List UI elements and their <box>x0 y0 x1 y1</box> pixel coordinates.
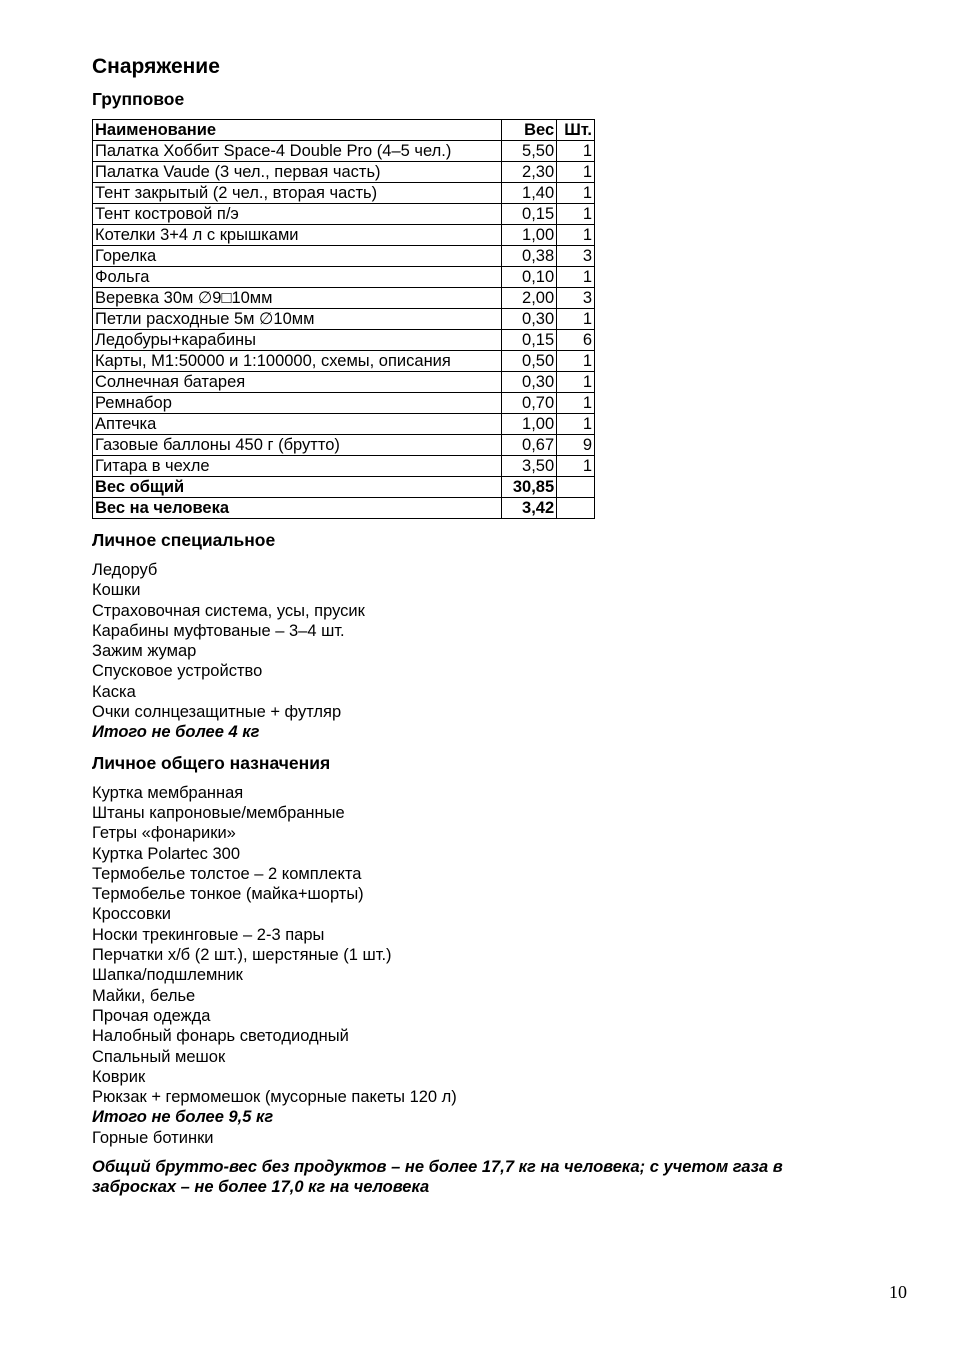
cell-weight: 0,15 <box>502 330 557 351</box>
cell-weight: 0,10 <box>502 267 557 288</box>
cell-name: Тент костровой п/э <box>93 204 502 225</box>
list-item: Горные ботинки <box>92 1128 214 1147</box>
general-list <box>92 783 892 1148</box>
list-item: Термобелье тонкое (майка+шорты) <box>92 885 364 904</box>
special-list <box>92 560 892 743</box>
table-row <box>93 393 595 414</box>
table-row <box>93 309 595 330</box>
cell-name: Палатка Vaude (3 чел., первая часть) <box>93 162 502 183</box>
cell-weight: 1,00 <box>502 414 557 435</box>
list-item: Рюкзак + гермомешок (мусорные пакеты 120 л) <box>92 1088 457 1107</box>
cell-name: Карты, М1:50000 и 1:100000, схемы, описания <box>93 351 502 372</box>
cell-qty: 1 <box>557 204 595 225</box>
cell-qty <box>557 498 595 519</box>
cell-qty: 9 <box>557 435 595 456</box>
table-row <box>93 204 595 225</box>
list-item: Страховочная система, усы, прусик <box>92 601 365 620</box>
table-row <box>93 141 595 162</box>
cell-weight: 1,00 <box>502 225 557 246</box>
table-row <box>93 456 595 477</box>
list-item: Коврик <box>92 1067 146 1086</box>
cell-weight: 3,50 <box>502 456 557 477</box>
table-row <box>93 225 595 246</box>
cell-qty: 1 <box>557 183 595 204</box>
cell-qty: 1 <box>557 162 595 183</box>
general-heading: Личное общего назначения <box>92 752 331 773</box>
list-item: Кошки <box>92 581 141 600</box>
cell-qty <box>557 477 595 498</box>
cell-name: Вес на человека <box>93 498 502 519</box>
cell-name: Веревка 30м ∅9□10мм <box>93 288 502 309</box>
table-row <box>93 267 595 288</box>
list-item: Термобелье толстое – 2 комплекта <box>92 864 362 883</box>
list-item: Очки солнцезащитные + футляр <box>92 703 342 722</box>
cell-weight: 2,00 <box>502 288 557 309</box>
list-item: Спальный мешок <box>92 1047 226 1066</box>
list-item: Прочая одежда <box>92 1006 211 1025</box>
cell-name: Фольга <box>93 267 502 288</box>
group-gear-table <box>92 119 595 519</box>
table-row <box>93 435 595 456</box>
page-title: Снаряжение <box>92 55 220 78</box>
cell-weight: 5,50 <box>502 141 557 162</box>
cell-name: Вес общий <box>93 477 502 498</box>
cell-name: Котелки 3+4 л с крышками <box>93 225 502 246</box>
cell-name: Газовые баллоны 450 г (брутто) <box>93 435 502 456</box>
list-item: Куртка Polartec 300 <box>92 844 241 863</box>
list-item: Ледоруб <box>92 561 158 579</box>
list-item: Зажим жумар <box>92 642 197 661</box>
special-heading: Личное специальное <box>92 530 276 550</box>
table-row <box>93 183 595 204</box>
cell-weight: 0,70 <box>502 393 557 414</box>
final-note: Общий брутто-вес без продуктов – не более 17,7 кг на человека; с учетом газа в забросках – не более 17,0 кг на человека <box>92 1158 783 1197</box>
cell-name: Солнечная батарея <box>93 372 502 393</box>
table-row <box>93 246 595 267</box>
cell-weight: 0,15 <box>502 204 557 225</box>
list-item: Куртка мембранная <box>92 783 244 802</box>
col-header-name: Наименование <box>93 120 502 141</box>
cell-qty: 1 <box>557 456 595 477</box>
table-row <box>93 330 595 351</box>
cell-name: Аптечка <box>93 414 502 435</box>
cell-name: Горелка <box>93 246 502 267</box>
cell-weight: 30,85 <box>502 477 557 498</box>
list-item: Спусковое устройство <box>92 662 263 681</box>
cell-qty: 1 <box>557 414 595 435</box>
table-row <box>93 288 595 309</box>
page-number: 10 <box>889 1282 907 1302</box>
list-item: Кроссовки <box>92 905 172 924</box>
cell-qty: 1 <box>557 372 595 393</box>
list-item: Носки трекинговые – 2-3 пары <box>92 925 325 944</box>
cell-weight: 0,38 <box>502 246 557 267</box>
cell-name: Ремнабор <box>93 393 502 414</box>
cell-weight: 0,67 <box>502 435 557 456</box>
table-row <box>93 372 595 393</box>
table-row <box>93 162 595 183</box>
cell-qty: 1 <box>557 225 595 246</box>
col-header-weight: Вес <box>502 120 557 141</box>
special-total: Итого не более 4 кг <box>92 723 260 742</box>
cell-name: Петли расходные 5м ∅10мм <box>93 309 502 330</box>
cell-name: Гитара в чехле <box>93 456 502 477</box>
table-row <box>93 498 595 519</box>
general-total: Итого не более 9,5 кг <box>92 1108 274 1127</box>
cell-qty: 1 <box>557 393 595 414</box>
cell-qty: 3 <box>557 288 595 309</box>
list-item: Налобный фонарь светодиодный <box>92 1027 349 1046</box>
table-row <box>93 351 595 372</box>
list-item: Перчатки х/б (2 шт.), шерстяные (1 шт.) <box>92 946 392 965</box>
group-heading: Групповое <box>92 89 185 109</box>
list-item: Шапка/подшлемник <box>92 966 243 985</box>
list-item: Гетры «фонарики» <box>92 824 236 843</box>
list-item: Штаны капроновые/мембранные <box>92 803 345 822</box>
cell-qty: 1 <box>557 309 595 330</box>
cell-name: Палатка Хоббит Space-4 Double Pro (4–5 чел.) <box>93 141 502 162</box>
table-row <box>93 414 595 435</box>
cell-weight: 3,42 <box>502 498 557 519</box>
list-item: Майки, белье <box>92 986 196 1005</box>
cell-weight: 1,40 <box>502 183 557 204</box>
cell-qty: 3 <box>557 246 595 267</box>
cell-qty: 1 <box>557 267 595 288</box>
cell-weight: 0,50 <box>502 351 557 372</box>
document-page <box>92 54 892 1198</box>
cell-name: Ледобуры+карабины <box>93 330 502 351</box>
cell-weight: 2,30 <box>502 162 557 183</box>
table-header-row <box>93 120 595 141</box>
list-item: Каска <box>92 682 136 701</box>
cell-qty: 1 <box>557 141 595 162</box>
cell-qty: 1 <box>557 351 595 372</box>
list-item: Карабины муфтованые – 3–4 шт. <box>92 621 345 640</box>
cell-weight: 0,30 <box>502 309 557 330</box>
cell-weight: 0,30 <box>502 372 557 393</box>
cell-name: Тент закрытый (2 чел., вторая часть) <box>93 183 502 204</box>
cell-qty: 6 <box>557 330 595 351</box>
table-row <box>93 477 595 498</box>
col-header-qty: Шт. <box>557 120 595 141</box>
